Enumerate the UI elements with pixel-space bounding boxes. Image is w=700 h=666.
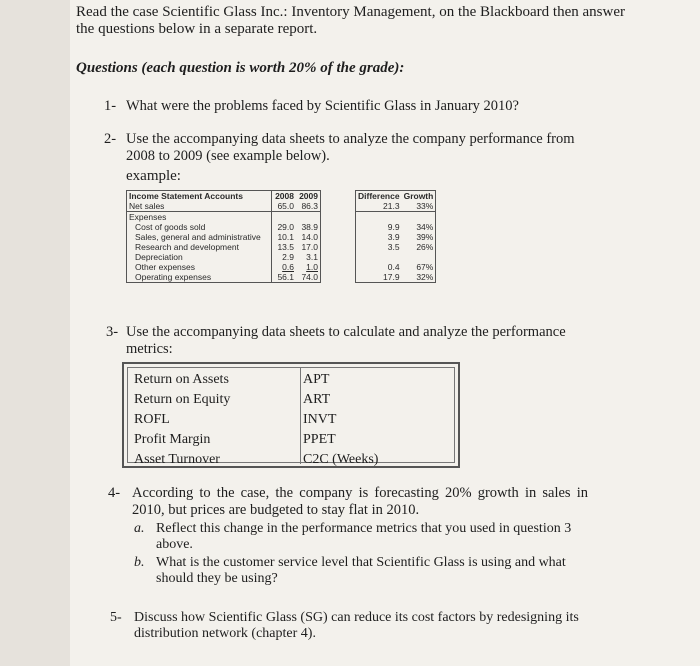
row-2008: 13.5 [272,242,297,252]
table-row [127,201,436,212]
row-growth: 26% [402,242,436,252]
question-4-text: According to the case, the company is forecasting 20% growth in sales in 2010, but prices are budgeted to stay flat in 2010. [132,485,588,518]
row-growth [402,212,436,223]
row-difference [356,252,402,262]
question-4a [134,521,584,553]
metric-c2c-weeks: C2C (Weeks) [303,452,379,467]
table-row [127,222,436,232]
question-4a-letter: a. [134,521,145,536]
row-label: Sales, general and administrative [127,232,272,242]
row-difference: 9.9 [356,222,402,232]
table-row [127,252,436,262]
metrics-box [122,362,460,468]
question-4b-letter: b. [134,555,145,570]
table-row [127,212,436,223]
question-5-number: 5- [110,610,122,625]
question-3-number: 3- [106,324,119,340]
question-4a-text: Reflect this change in the performance metrics that you used in question 3 above. [156,521,572,552]
row-label: Net sales [127,201,272,212]
row-label: Operating expenses [127,272,272,283]
metric-rofl: ROFL [134,412,170,427]
table-row [127,262,436,272]
row-growth: 67% [402,262,436,272]
question-3 [106,324,576,358]
metric-return-on-equity: Return on Equity [134,392,231,407]
metrics-left-column [134,370,230,470]
table-header-row [127,191,436,202]
header-growth: Growth [402,191,436,202]
question-1-number: 1- [104,98,117,114]
question-5 [110,610,590,642]
row-difference: 17.9 [356,272,402,283]
row-label: Other expenses [127,262,272,272]
table-row [127,242,436,252]
row-difference: 3.5 [356,242,402,252]
header-2009: 2009 [296,191,321,202]
metric-apt: APT [303,372,330,387]
row-2009: 17.0 [296,242,321,252]
question-1 [104,98,624,115]
row-growth: 34% [402,222,436,232]
row-growth [402,252,436,262]
row-label: Cost of goods sold [127,222,272,232]
question-3-text: Use the accompanying data sheets to calculate and analyze the performance metrics: [126,324,566,357]
row-2009: 74.0 [296,272,321,283]
row-label: Depreciation [127,252,272,262]
row-2008: 29.0 [272,222,297,232]
row-2008: 65.0 [272,201,297,212]
row-difference: 21.3 [356,201,402,212]
row-growth: 33% [402,201,436,212]
row-2008: 2.9 [272,252,297,262]
row-2008: 10.1 [272,232,297,242]
question-5-text: Discuss how Scientific Glass (SG) can reduce its cost factors by redesigning its distribution network (chapter 4). [134,610,579,641]
metrics-right-column [300,368,379,467]
example-label: example: [126,168,181,184]
intro-text: Read the case Scientific Glass Inc.: Inventory Management, on the Blackboard then answer the questions below in a separate report. [76,4,625,37]
row-difference: 0.4 [356,262,402,272]
row-difference: 3.9 [356,232,402,242]
header-label: Income Statement Accounts [127,191,272,202]
row-2009: 86.3 [296,201,321,212]
row-2009: 3.1 [296,252,321,262]
question-2-number: 2- [104,131,117,147]
row-2009: 38.9 [296,222,321,232]
header-difference: Difference [356,191,402,202]
question-1-text: What were the problems faced by Scientific Glass in January 2010? [126,98,519,114]
row-growth: 32% [402,272,436,283]
table-row [127,272,436,283]
income-statement-table [126,190,436,283]
row-2009: 14.0 [296,232,321,242]
row-2008: 0.6 [272,262,297,272]
row-label: Expenses [127,212,272,223]
metric-profit-margin: Profit Margin [134,432,211,447]
question-4b [134,555,584,587]
metric-art: ART [303,392,331,407]
metric-ppet: PPET [303,432,336,447]
question-2 [104,131,586,165]
question-4 [108,485,588,519]
question-4-number: 4- [108,485,121,501]
row-label: Research and development [127,242,272,252]
metric-invt: INVT [303,412,337,427]
row-2009: 1.0 [296,262,321,272]
metric-return-on-assets: Return on Assets [134,372,229,387]
row-difference [356,212,402,223]
header-2008: 2008 [272,191,297,202]
questions-heading: Questions (each question is worth 20% of the grade): [76,60,405,76]
row-2008 [272,212,297,223]
row-growth: 39% [402,232,436,242]
row-2008: 56.1 [272,272,297,283]
row-2009 [296,212,321,223]
question-4b-text: What is the customer service level that Scientific Glass is using and what should they be using? [156,555,566,586]
table-row [127,232,436,242]
metric-asset-turnover: Asset Turnover [134,452,220,467]
question-2-text: Use the accompanying data sheets to analyze the company performance from 2008 to 2009 (see example below). [126,131,575,164]
